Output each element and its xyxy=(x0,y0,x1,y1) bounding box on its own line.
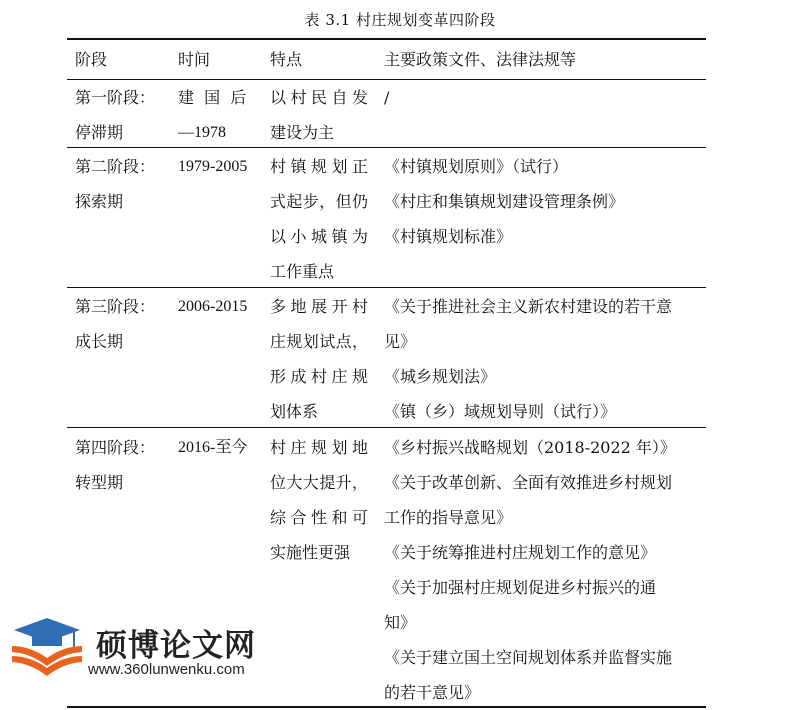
table-row-3-policies: 《关于推进社会主义新农村建设的若干意 见》 《城乡规划法》 《镇（乡）域规划导则（试行）》 xyxy=(384,297,673,421)
watermark-url: www.360lunwenku.com xyxy=(88,661,245,678)
table-row-1-time: 建 国 后 —1978 xyxy=(178,88,247,141)
table-row-2-policies: 《村镇规划原则》（试行） 《村庄和集镇规划建设管理条例》 《村镇规划标准》 xyxy=(384,157,625,246)
watermark-title: 硕博论文网 xyxy=(96,628,256,664)
row-divider xyxy=(67,287,706,288)
table-row-3-time: 2006-2015 xyxy=(178,298,248,315)
table-row-2-feature: 村镇规划正 式起步，但仍 以小城镇为 工作重点 xyxy=(270,157,368,281)
table-row-2-stage: 第二阶段： 探索期 xyxy=(75,157,156,211)
table-row-1-feature: 以村民自发 建设为主 xyxy=(270,88,368,142)
table-row-1-stage: 第一阶段： 停滞期 xyxy=(75,88,156,142)
table-row-4-policies: 《乡村振兴战略规划（2018-2022 年）》 《关于改革创新、全面有效推进乡村规划 工作的指导意见》 《关于统筹推进村庄规划工作的意见》 《关于加强村庄规划促进乡村振兴的通 知》 《关于建立国土空间规划体系并监督实施 的若干意见》 xyxy=(384,438,676,702)
table-row-1-policies: / xyxy=(384,88,390,107)
table-top-rule xyxy=(67,38,706,40)
graduation-cap-book-icon xyxy=(8,616,86,686)
header-stage: 阶段 xyxy=(75,50,108,69)
table-row-4-feature: 村庄规划地 位大大提升， 综合性和可 实施性更强 xyxy=(270,438,368,562)
header-policies: 主要政策文件、法律法规等 xyxy=(384,50,577,69)
table-row-4-time: 2016-至今 xyxy=(178,439,248,456)
table-caption: 表 3.1 村庄规划变革四阶段 xyxy=(304,11,496,29)
table-row-3-feature: 多地展开村 庄规划试点， 形成村庄规 划体系 xyxy=(270,297,368,421)
header-time: 时间 xyxy=(178,50,211,69)
table-row-2-time: 1979-2005 xyxy=(178,158,248,175)
table-row-3-stage: 第三阶段： 成长期 xyxy=(75,297,156,351)
site-watermark xyxy=(8,616,268,686)
table-row-4-stage: 第四阶段： 转型期 xyxy=(75,438,156,492)
header-feature: 特点 xyxy=(270,50,303,69)
